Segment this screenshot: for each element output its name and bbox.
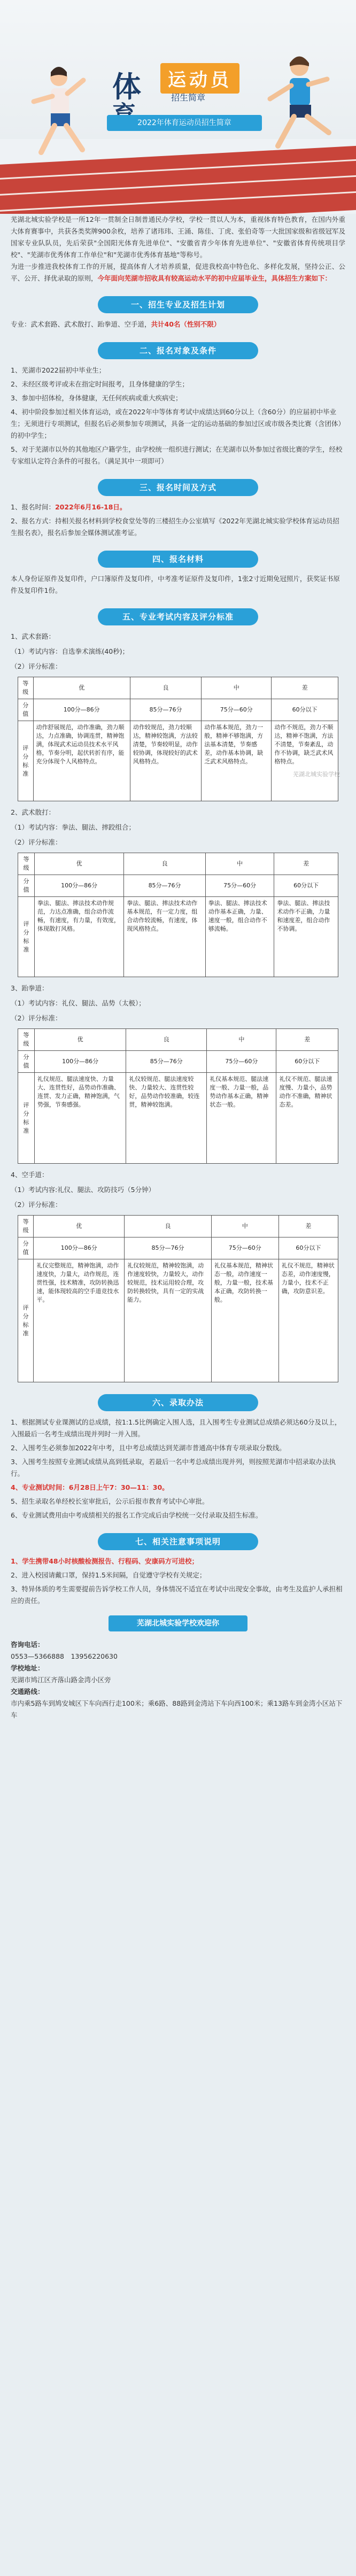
plan-text: 专业：武术套路、武术散打、跆拳道、空手道，共计40名（性别不限） (11, 320, 221, 328)
materials-text: 本人身份证原件及复印件，户口簿原件及复印件，中考准考证原件及复印件，1张2寸近期免冠照片，获奖证书原件及复印件1份。 (11, 575, 340, 594)
table-cell: 75分—60分 (207, 1051, 276, 1073)
admission-item: 1、根据测试专业课测试的总成绩，按1:1.5比例确定入围人选，且入围考生专业测试总成绩必须达60分及以上，入围最后一名考生成绩出现并列时一并入围。 (11, 1418, 342, 1438)
transport-label: 交通路线： (11, 1688, 44, 1696)
exam-criteria-wushu: （2）评分标准： (11, 662, 62, 670)
admission-item: 5、招生录取名单经校长室审批后，公示后报市教育考试中心审批。 (11, 1497, 209, 1505)
table-cell: 60分以下 (278, 1237, 338, 1259)
table-cell: 评分标准 (18, 721, 34, 801)
table-cell: 100分—86分 (33, 699, 130, 721)
table-header: 优 (34, 1029, 126, 1051)
table-cell: 60分以下 (274, 875, 338, 897)
table-header: 良 (125, 1216, 212, 1237)
registration-time: 1、报名时间：2022年6月16-18日。 (11, 503, 127, 511)
table-cell: 礼仪不规范、腿法速度慢、力量小，品势动作不准确，精神状态差。 (276, 1073, 338, 1164)
score-table-sanda (18, 853, 338, 977)
table-header: 差 (278, 1216, 338, 1237)
score-table-karate (18, 1215, 338, 1382)
admission-item: 3、入围考生按照专业测试成绩从高到低录取，若最后一名中考总成绩出现并列，则按照芜湖市中招录取办法执行。 (11, 1458, 336, 1477)
table-header: 差 (272, 677, 338, 699)
exam-criteria-sanda: （2）评分标准： (11, 838, 62, 846)
address-value: 芜湖市鸠江区齐落山路金湾小区旁 (11, 1676, 111, 1684)
intro-paragraph: 芜湖北城实验学校是一所12年一贯制全日制普通民办学校，学校一贯以人为本，重视体育特色教育，在国内外重大体育赛事中，共获各类奖牌900余枚，培养了诸玮玮、王涌、陈佳、丁虎、张伯奇等一大批国家级和省级冠军及国家专业队队员，先后荣获"全国阳光体育先进单位"、"安徽省青少年体育先进单位"、"安徽省体育传统项目学校"、"芜湖市优秀体育工作单位"和"芜湖市优秀体育基地"等称号。 为进一步推进我校体育工作的开展，提高体育人才培养质量，促进我校高中特色化、多样化发展，坚持公正、公平、公开、择优录取的原则，今年面向芜湖市招收具有较高运动水平的初中应届毕业生，具体招生方案如下： (11, 215, 345, 282)
welcome-banner: 芜湖北城实验学校欢迎你 (109, 1615, 247, 1631)
address-label: 学校地址： (11, 1664, 44, 1672)
table-header: 优 (33, 677, 130, 699)
table-cell: 礼仪基本规范、腿法速度一般、力量一般，品势动作基本正确，精神状态一般。 (207, 1073, 276, 1164)
hero-banner (0, 0, 356, 214)
exam-heading-taekwondo: 3、跆拳道： (11, 984, 49, 992)
table-header: 差 (274, 853, 338, 875)
main-content (6, 214, 350, 1721)
table-cell: 85分—76分 (130, 699, 201, 721)
exam-content-karate: （1）考试内容:礼仪、腿法、攻防技巧（5分钟） (11, 1186, 156, 1194)
table-cell: 动作较规范，劲力较顺达，精神较饱满，方法较清楚，节奏较明显，动作较协调，体现较好的武术风格特点。 (130, 721, 201, 801)
registration-method: 2、报名方式：持相关报名材料到学校食堂处等的三楼招生办公室填写《2022年芜湖北城实验学校体育运动员招生报名表》，报名后参加全媒体测试准考证。 (11, 517, 339, 537)
table-cell: 动作基本规范，劲力一般，精神不够饱满，方法基本清楚，节奏感差，动作基本协调，缺乏武术风格特点。 (202, 721, 272, 801)
runner-right-icon (257, 53, 342, 166)
table-header: 差 (276, 1029, 338, 1051)
table-cell: 礼仪规范、腿法速度快、力量大、连贯性好，品势动作准确、连贯、发力正确，精神饱满，气势强，节奏感强。 (34, 1073, 126, 1164)
table-header: 优 (34, 1216, 125, 1237)
table-cell: 分值 (18, 1237, 34, 1259)
table-cell: 评分标准 (18, 897, 35, 977)
section-heading-eligibility: 二、报名对象及条件 (98, 342, 258, 359)
exam-heading-sanda: 2、武术散打： (11, 808, 55, 816)
table-cell: 动作不规范，劲力不顺达，精神不饱满，方法不清楚，节奏紊乱，动作不协调，缺乏武术风格特点。 (272, 721, 338, 801)
contact-block (6, 1639, 350, 1721)
table-cell: 动作舒展规范，动作准确，劲力顺达，力点准确，协调连贯，精神饱满，体现武术运动员技术水平风格，节奏分明，起伏转折有序，能充分体现个人风格特点。 (33, 721, 130, 801)
phone-value[interactable]: 0553—5366888 13956220630 (11, 1652, 118, 1660)
section-heading-registration: 三、报名时间及方式 (98, 479, 258, 496)
table-cell: 85分—76分 (125, 1237, 212, 1259)
exam-criteria-karate: （2）评分标准： (11, 1201, 62, 1209)
section-heading-admission: 六、录取办法 (98, 1394, 258, 1411)
table-cell: 分值 (18, 699, 34, 721)
table-header: 中 (202, 677, 272, 699)
table-cell: 100分—86分 (34, 1237, 125, 1259)
notes-item: 1、学生携带48小时核酸检测报告、行程码、安康码方可进校； (11, 1557, 199, 1565)
table-cell: 75分—60分 (211, 1237, 278, 1259)
table-cell: 60分以下 (272, 699, 338, 721)
table-header: 良 (124, 853, 205, 875)
table-cell: 礼仪较规范，精神较饱满，动作速度较快，力量较大，动作较规范，技术运用较合理，攻防转换较快，具有一定的实战能力。 (125, 1259, 212, 1382)
score-table-taekwondo (18, 1028, 338, 1164)
admission-item: 6、专业测试费用由中考成绩相关的报名工作完成后由学校统一交付录取及招生标准。 (11, 1511, 262, 1519)
admission-item: 4、专业测试时间：6月28日上午7：30—11：30。 (11, 1483, 169, 1491)
table-cell: 拳法、腿法、摔法技术动作基本正确，力量、速度一般，组合动作不够流畅。 (205, 897, 274, 977)
hero-ribbon: 2022年体育运动员招生简章 (107, 115, 262, 131)
table-cell: 拳法、腿法、摔法技术动作基本规范，有一定力度，组合动作较流畅，有速度，体现风格特点。 (124, 897, 205, 977)
table-header: 等级 (18, 1216, 34, 1237)
table-cell: 60分以下 (276, 1051, 338, 1073)
table-cell: 分值 (18, 1051, 35, 1073)
eligibility-item: 3、参加中招体检，身体健康，无任何疾病或重大疾病史； (11, 394, 182, 402)
exam-criteria-taekwondo: （2）评分标准： (11, 1014, 62, 1022)
table-cell: 100分—86分 (34, 1051, 126, 1073)
eligibility-item: 5、对于芜湖市以外的其他地区户籍学生，由学校统一组织进行测试；在芜湖市以外参加过省级比赛的学生，经校专家组认定符合条件的可报名。（满足其中一项即可） (11, 445, 343, 465)
eligibility-item: 1、芜湖市2022届初中毕业生； (11, 366, 106, 374)
watermark: 芜湖北城实验学校 (293, 771, 340, 778)
exam-content-wushu: （1）考试内容：自选拳术演练(40秒)； (11, 647, 129, 655)
score-table-wushu (18, 677, 338, 801)
exam-heading-karate: 4、空手道： (11, 1171, 49, 1179)
table-header: 优 (34, 853, 123, 875)
exam-content-taekwondo: （1）考试内容：礼仪、腿法、品势（太极）； (11, 999, 145, 1007)
table-header: 中 (211, 1216, 278, 1237)
table-cell: 评分标准 (18, 1259, 34, 1382)
table-cell: 拳法、腿法、摔法技术动作规范，力达点准确，组合动作流畅，有速度，有力量，有效度，体现散打风格。 (34, 897, 123, 977)
eligibility-item: 2、未经区级考评或未在指定时间报考，且身体健康的学生； (11, 380, 189, 388)
table-cell: 礼仪不规范，精神状态差，动作速度慢，力量小，技术不正确，攻防意识差。 (278, 1259, 338, 1382)
table-cell: 75分—60分 (202, 699, 272, 721)
section-heading-plan: 一、招生专业及招生计划 (98, 296, 258, 313)
table-cell: 85分—76分 (126, 1051, 207, 1073)
section-heading-exams: 五、专业考试内容及评分标准 (98, 608, 258, 625)
notes-item: 3、特异体质的考生需要提前告诉学校工作人员，身体情况不适宜在考试中出现安全事故，由考生及监护人承担相应的责任。 (11, 1585, 343, 1605)
notes-item: 2、进入校园请戴口罩，保持1.5米间隔，自觉遵守学校有关规定； (11, 1571, 206, 1579)
table-cell: 分值 (18, 875, 35, 897)
section-heading-notes: 七、相关注意事项说明 (98, 1533, 258, 1550)
table-header: 良 (130, 677, 201, 699)
table-cell: 礼仪基本规范，精神状态一般，动作速度一般，力量一般，技术基本正确，攻防转换一般。 (211, 1259, 278, 1382)
table-cell: 评分标准 (18, 1073, 35, 1164)
table-cell: 85分—76分 (124, 875, 205, 897)
phone-label: 咨询电话： (11, 1641, 44, 1649)
hero-subtitle: 招生简章 (171, 92, 206, 103)
table-header: 中 (205, 853, 274, 875)
table-cell: 拳法、腿法、摔法技术动作不正确，力量和速度差，组合动作不协调。 (274, 897, 338, 977)
runner-left-icon (21, 64, 91, 171)
exam-content-sanda: （1）考试内容：拳法、腿法、摔跤组合； (11, 823, 135, 831)
table-header: 中 (207, 1029, 276, 1051)
hero-badge: 运动员 (160, 63, 239, 94)
table-header: 等级 (18, 853, 35, 875)
section-heading-materials: 四、报名材料 (98, 551, 258, 568)
transport-value: 市内乘5路车到鸠安城区下车向西行走100米；乘6路、88路到金湾站下车向西100米；乘13路车到金湾小区站下车 (11, 1699, 343, 1719)
table-header: 等级 (18, 1029, 35, 1051)
table-cell: 礼仪较规范、腿法速度较快、力量较大、连贯性较好，品势动作较准确，较连贯，精神较饱满。 (126, 1073, 207, 1164)
eligibility-item: 4、初中阶段参加过相关体育运动，或在2022年中等体育考试中成绩达到60分以上（含60分）的应届初中毕业生；无须进行专项测试，但报名后必须参加专项测试，具备一定的运动基础的参加过区或市级各类比赛（含团体）的初中学生； (11, 408, 345, 439)
table-header: 良 (126, 1029, 207, 1051)
hero-title-char1: 体 (112, 70, 142, 104)
admission-item: 2、入围考生必须参加2022年中考，且中考总成绩达到芜湖市普通高中体育专项录取分数线。 (11, 1444, 286, 1452)
table-cell: 礼仪完整规范，精神饱满，动作速度快，力量大，动作规范，连贯性强，技术精准，攻防转换迅速，能体现较高的空手道竞技水平。 (34, 1259, 125, 1382)
exam-heading-wushu: 1、武术套路： (11, 632, 55, 640)
table-cell: 75分—60分 (205, 875, 274, 897)
table-cell: 100分—86分 (34, 875, 123, 897)
table-header: 等级 (18, 677, 34, 699)
